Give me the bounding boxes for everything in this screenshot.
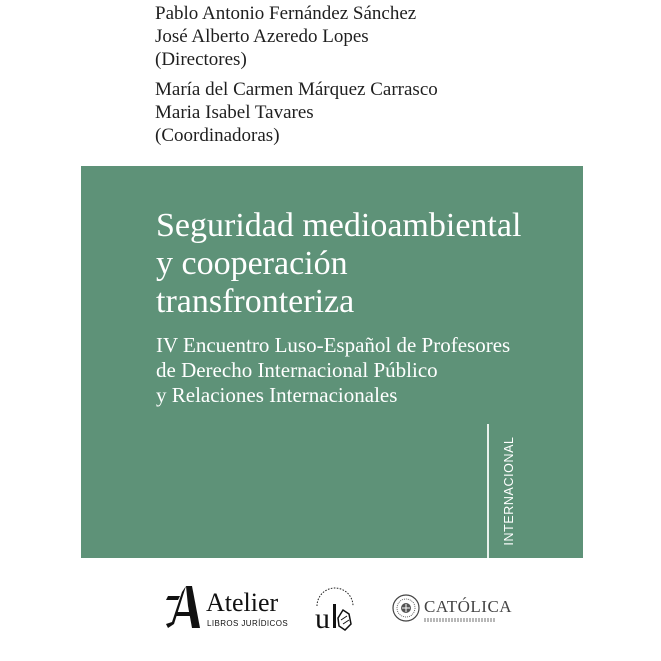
directors-role: (Directores) xyxy=(155,49,247,70)
catolica-wordmark: CATÓLICA xyxy=(424,597,513,616)
svg-text:u: u xyxy=(315,602,330,635)
universidad-sevilla-logo xyxy=(309,584,361,636)
subtitle-line: IV Encuentro Luso-Español de Profesores xyxy=(156,333,511,357)
atelier-logo xyxy=(166,584,289,634)
coordinator-name: Maria Isabel Tavares xyxy=(155,102,314,123)
catolica-subline xyxy=(424,618,496,622)
book-title xyxy=(156,207,576,321)
catolica-seal-icon xyxy=(392,594,420,622)
title-line: Seguridad medioambiental xyxy=(156,207,522,244)
catolica-logo xyxy=(392,594,513,628)
director-name: José Alberto Azeredo Lopes xyxy=(155,26,369,47)
coordinators-role: (Coordinadoras) xyxy=(155,125,280,146)
subtitle-line: de Derecho Internacional Público xyxy=(156,358,438,382)
collection-label xyxy=(501,424,517,558)
coordinator-name: María del Carmen Márquez Carrasco xyxy=(155,79,438,100)
editors-block xyxy=(155,2,438,147)
subtitle-line: y Relaciones Internacionales xyxy=(156,383,398,407)
publisher-name: Atelier xyxy=(206,588,279,617)
collection-divider xyxy=(487,424,489,558)
title-line: transfronteriza xyxy=(156,283,355,320)
publisher-tagline: LIBROS JURÍDICOS xyxy=(207,619,289,628)
director-name: Pablo Antonio Fernández Sánchez xyxy=(155,3,417,24)
title-line: y cooperación xyxy=(156,245,348,282)
atelier-a-icon xyxy=(166,584,202,630)
book-subtitle xyxy=(156,333,576,408)
collection-text: INTERNACIONAL xyxy=(502,436,516,546)
cover-panel xyxy=(81,166,583,558)
logos-row xyxy=(0,580,661,640)
